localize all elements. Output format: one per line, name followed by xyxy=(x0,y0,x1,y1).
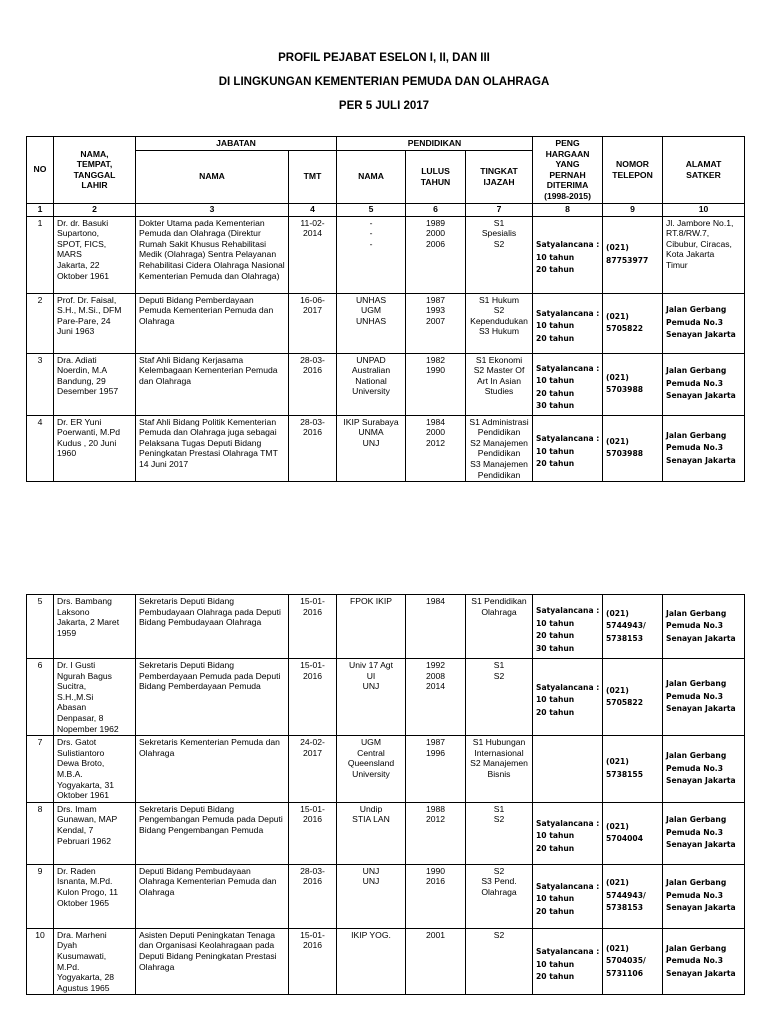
cell-alamat: Jalan Gerbang Pemuda No.3 Senayan Jakarta xyxy=(663,353,745,415)
header-telepon: NOMOR TELEPON xyxy=(603,137,663,204)
cell-tmt: 28-03- 2016 xyxy=(289,864,337,928)
cell-penghargaan: Satyalancana : 10 tahun 20 tahun xyxy=(533,802,603,864)
cell-nama: Dra. Adiati Noerdin, M.A Bandung, 29 Desember 1957 xyxy=(54,353,136,415)
header-pendidikan-nama: NAMA xyxy=(337,150,406,203)
cell-nama: Dr. Raden Isnanta, M.Pd. Kulon Progo, 11 Oktober 1965 xyxy=(54,864,136,928)
cell-lulus-tahun: 1990 2016 xyxy=(406,864,466,928)
cell-penghargaan: Satyalancana : 10 tahun 20 tahun xyxy=(533,216,603,293)
column-number: 3 xyxy=(136,203,289,216)
cell-no: 7 xyxy=(27,736,54,803)
cell-jabatan: Deputi Bidang Pemberdayaan Pemuda Kementerian Pemuda dan Olahraga xyxy=(136,293,289,353)
cell-tingkat-ijazah: S1 Hubungan Internasional S2 Manajemen Bisnis xyxy=(466,736,533,803)
cell-no: 9 xyxy=(27,864,54,928)
cell-tingkat-ijazah: S1 Hukum S2 Kependudukan S3 Hukum xyxy=(466,293,533,353)
cell-jabatan: Sekretaris Kementerian Pemuda dan Olahraga xyxy=(136,736,289,803)
table-row xyxy=(27,415,745,482)
table-row xyxy=(27,293,745,353)
cell-tmt: 15-01- 2016 xyxy=(289,928,337,995)
cell-jabatan: Sekretaris Deputi Bidang Pengembangan Pemuda pada Deputi Bidang Pengembangan Pemuda xyxy=(136,802,289,864)
cell-penghargaan: Satyalancana : 10 tahun 20 tahun 30 tahun xyxy=(533,353,603,415)
cell-no: 2 xyxy=(27,293,54,353)
cell-telepon: (021) 5704035/ 5731106 xyxy=(603,928,663,995)
cell-telepon: (021) 5738155 xyxy=(603,736,663,803)
document-title-line-1: PROFIL PEJABAT ESELON I, II, DAN III xyxy=(278,52,490,64)
cell-telepon: (021) 5744943/ 5738153 xyxy=(603,595,663,659)
column-number-row xyxy=(27,203,745,216)
header-jabatan-nama: NAMA xyxy=(136,150,289,203)
header-no: NO xyxy=(27,137,54,204)
cell-tmt: 16-06- 2017 xyxy=(289,293,337,353)
column-number: 9 xyxy=(603,203,663,216)
cell-jabatan: Dokter Utama pada Kementerian Pemuda dan Olahraga (Direktur Rumah Sakit Khusus Rehabilitasi Medik (Olahraga) Sentra Pelayanan Rehabilitasi Cidera Olahraga Nasional Kementerian Pemuda dan Olahraga) xyxy=(136,216,289,293)
cell-telepon: (021) 5703988 xyxy=(603,353,663,415)
cell-alamat: Jalan Gerbang Pemuda No.3 Senayan Jakarta xyxy=(663,864,745,928)
table-row xyxy=(27,802,745,864)
cell-alamat: Jalan Gerbang Pemuda No.3 Senayan Jakarta xyxy=(663,928,745,995)
cell-alamat: Jalan Gerbang Pemuda No.3 Senayan Jakarta xyxy=(663,802,745,864)
column-number: 7 xyxy=(466,203,533,216)
column-number: 10 xyxy=(663,203,745,216)
cell-alamat: Jalan Gerbang Pemuda No.3 Senayan Jakarta xyxy=(663,736,745,803)
cell-tingkat-ijazah: S1 Ekonomi S2 Master Of Art In Asian Studies xyxy=(466,353,533,415)
cell-penghargaan: Satyalancana : 10 tahun 20 tahun 30 tahun xyxy=(533,595,603,659)
cell-alamat: Jalan Gerbang Pemuda No.3 Senayan Jakarta xyxy=(663,595,745,659)
column-number: 4 xyxy=(289,203,337,216)
cell-tingkat-ijazah: S1 S2 xyxy=(466,659,533,736)
cell-lulus-tahun: 1987 1996 xyxy=(406,736,466,803)
column-number: 8 xyxy=(533,203,603,216)
table-row xyxy=(27,216,745,293)
cell-jabatan: Staf Ahli Bidang Politik Kementerian Pemuda dan Olahraga juga sebagai Pelaksana Tugas Deputi Bidang Peningkatan Prestasi Olahraga TMT 14 Juni 2017 xyxy=(136,415,289,482)
document-title-block xyxy=(0,50,768,122)
cell-lulus-tahun: 1988 2012 xyxy=(406,802,466,864)
cell-no: 5 xyxy=(27,595,54,659)
cell-tingkat-ijazah: S2 xyxy=(466,928,533,995)
officials-table-part-1 xyxy=(26,136,745,482)
cell-pendidikan: IKIP YOG. xyxy=(337,928,406,995)
table-row xyxy=(27,659,745,736)
header-jabatan: JABATAN xyxy=(136,137,337,151)
table-row xyxy=(27,928,745,995)
cell-telepon: (021) 5703988 xyxy=(603,415,663,482)
cell-lulus-tahun: 1992 2008 2014 xyxy=(406,659,466,736)
cell-tmt: 15-01- 2016 xyxy=(289,595,337,659)
cell-telepon: (021) 5744943/ 5738153 xyxy=(603,864,663,928)
cell-penghargaan: Satyalancana : 10 tahun 20 tahun xyxy=(533,928,603,995)
cell-pendidikan: FPOK IKIP xyxy=(337,595,406,659)
cell-nama: Dra. Marheni Dyah Kusumawati, M.Pd. Yogyakarta, 28 Agustus 1965 xyxy=(54,928,136,995)
cell-tingkat-ijazah: S1 Administrasi Pendidikan S2 Manajemen Pendidikan S3 Manajemen Pendidikan xyxy=(466,415,533,482)
cell-no: 4 xyxy=(27,415,54,482)
cell-jabatan: Sekretaris Deputi Bidang Pembudayaan Olahraga pada Deputi Bidang Pembudayaan Olahraga xyxy=(136,595,289,659)
cell-telepon: (021) 87753977 xyxy=(603,216,663,293)
cell-alamat: Jalan Gerbang Pemuda No.3 Senayan Jakarta xyxy=(663,293,745,353)
cell-pendidikan: UNHAS UGM UNHAS xyxy=(337,293,406,353)
cell-tingkat-ijazah: S1 Spesialis S2 xyxy=(466,216,533,293)
cell-lulus-tahun: 1982 1990 xyxy=(406,353,466,415)
table-row xyxy=(27,353,745,415)
cell-no: 3 xyxy=(27,353,54,415)
cell-lulus-tahun: 2001 xyxy=(406,928,466,995)
column-number: 6 xyxy=(406,203,466,216)
cell-tmt: 28-03- 2016 xyxy=(289,353,337,415)
column-number: 2 xyxy=(54,203,136,216)
cell-tmt: 15-01- 2016 xyxy=(289,659,337,736)
cell-penghargaan: Satyalancana : 10 tahun 20 tahun xyxy=(533,415,603,482)
cell-jabatan: Staf Ahli Bidang Kerjasama Kelembagaan Kementerian Pemuda dan Olahraga xyxy=(136,353,289,415)
header-penghargaan: PENG HARGAAN YANG PERNAH DITERIMA (1998-2015) xyxy=(533,137,603,204)
cell-tmt: 28-03- 2016 xyxy=(289,415,337,482)
cell-telepon: (021) 5704004 xyxy=(603,802,663,864)
column-number: 1 xyxy=(27,203,54,216)
cell-pendidikan: IKIP Surabaya UNMA UNJ xyxy=(337,415,406,482)
cell-nama: Drs. Imam Gunawan, MAP Kendal, 7 Pebruari 1962 xyxy=(54,802,136,864)
cell-penghargaan: Satyalancana : 10 tahun 20 tahun xyxy=(533,659,603,736)
cell-alamat: Jalan Gerbang Pemuda No.3 Senayan Jakarta xyxy=(663,415,745,482)
cell-alamat: Jalan Gerbang Pemuda No.3 Senayan Jakarta xyxy=(663,659,745,736)
document-title-line-2: DI LINGKUNGAN KEMENTERIAN PEMUDA DAN OLAHRAGA xyxy=(218,76,550,88)
cell-alamat: Jl. Jambore No.1, RT.8/RW.7, Cibubur, Ciracas, Kota Jakarta Timur xyxy=(663,216,745,293)
cell-lulus-tahun: 1987 1993 2007 xyxy=(406,293,466,353)
header-tmt: TMT xyxy=(289,150,337,203)
cell-no: 10 xyxy=(27,928,54,995)
cell-no: 6 xyxy=(27,659,54,736)
cell-pendidikan: UNPAD Australian National University xyxy=(337,353,406,415)
cell-tmt: 15-01- 2016 xyxy=(289,802,337,864)
cell-jabatan: Sekretaris Deputi Bidang Pemberdayaan Pemuda pada Deputi Bidang Pemberdayaan Pemuda xyxy=(136,659,289,736)
table-row xyxy=(27,736,745,803)
cell-nama: Dr. dr. Basuki Supartono, SPOT, FICS, MARS Jakarta, 22 Oktober 1961 xyxy=(54,216,136,293)
cell-penghargaan xyxy=(533,736,603,803)
header-tingkat-ijazah: TINGKAT IJAZAH xyxy=(466,150,533,203)
header-alamat: ALAMAT SATKER xyxy=(663,137,745,204)
cell-jabatan: Deputi Bidang Pembudayaan Olahraga Kementerian Pemuda dan Olahraga xyxy=(136,864,289,928)
cell-nama: Dr. I Gusti Ngurah Bagus Sucitra, S.H.,M.Si Abasan Denpasar, 8 Nopember 1962 xyxy=(54,659,136,736)
header-lulus-tahun: LULUS TAHUN xyxy=(406,150,466,203)
cell-pendidikan: UGM Central Queensland University xyxy=(337,736,406,803)
officials-table-part-2 xyxy=(26,594,745,995)
cell-pendidikan: - - - xyxy=(337,216,406,293)
cell-tingkat-ijazah: S1 Pendidikan Olahraga xyxy=(466,595,533,659)
cell-tmt: 24-02- 2017 xyxy=(289,736,337,803)
cell-tmt: 11-02- 2014 xyxy=(289,216,337,293)
cell-nama: Prof. Dr. Faisal, S.H., M.Si., DFM Pare-Pare, 24 Juni 1963 xyxy=(54,293,136,353)
cell-nama: Drs. Gatot Sulistiantoro Dewa Broto, M.B.A. Yogyakarta, 31 Oktober 1961 xyxy=(54,736,136,803)
cell-penghargaan: Satyalancana : 10 tahun 20 tahun xyxy=(533,293,603,353)
cell-tingkat-ijazah: S2 S3 Pend. Olahraga xyxy=(466,864,533,928)
cell-pendidikan: Univ 17 Agt UI UNJ xyxy=(337,659,406,736)
cell-lulus-tahun: 1989 2000 2006 xyxy=(406,216,466,293)
table-row xyxy=(27,864,745,928)
header-nama: NAMA, TEMPAT, TANGGAL LAHIR xyxy=(54,137,136,204)
cell-lulus-tahun: 1984 2000 2012 xyxy=(406,415,466,482)
document-title-line-3: PER 5 JULI 2017 xyxy=(338,100,430,112)
cell-jabatan: Asisten Deputi Peningkatan Tenaga dan Organisasi Keolahragaan pada Deputi Bidang Peningkatan Prestasi Olahraga xyxy=(136,928,289,995)
cell-no: 1 xyxy=(27,216,54,293)
header-pendidikan: PENDIDIKAN xyxy=(337,137,533,151)
cell-telepon: (021) 5705822 xyxy=(603,659,663,736)
cell-no: 8 xyxy=(27,802,54,864)
column-number: 5 xyxy=(337,203,406,216)
cell-tingkat-ijazah: S1 S2 xyxy=(466,802,533,864)
cell-telepon: (021) 5705822 xyxy=(603,293,663,353)
cell-pendidikan: Undip STIA LAN xyxy=(337,802,406,864)
cell-lulus-tahun: 1984 xyxy=(406,595,466,659)
cell-pendidikan: UNJ UNJ xyxy=(337,864,406,928)
cell-nama: Drs. Bambang Laksono Jakarta, 2 Maret 1959 xyxy=(54,595,136,659)
cell-nama: Dr. ER Yuni Poerwanti, M.Pd Kudus , 20 Juni 1960 xyxy=(54,415,136,482)
cell-penghargaan: Satyalancana : 10 tahun 20 tahun xyxy=(533,864,603,928)
table-row xyxy=(27,595,745,659)
